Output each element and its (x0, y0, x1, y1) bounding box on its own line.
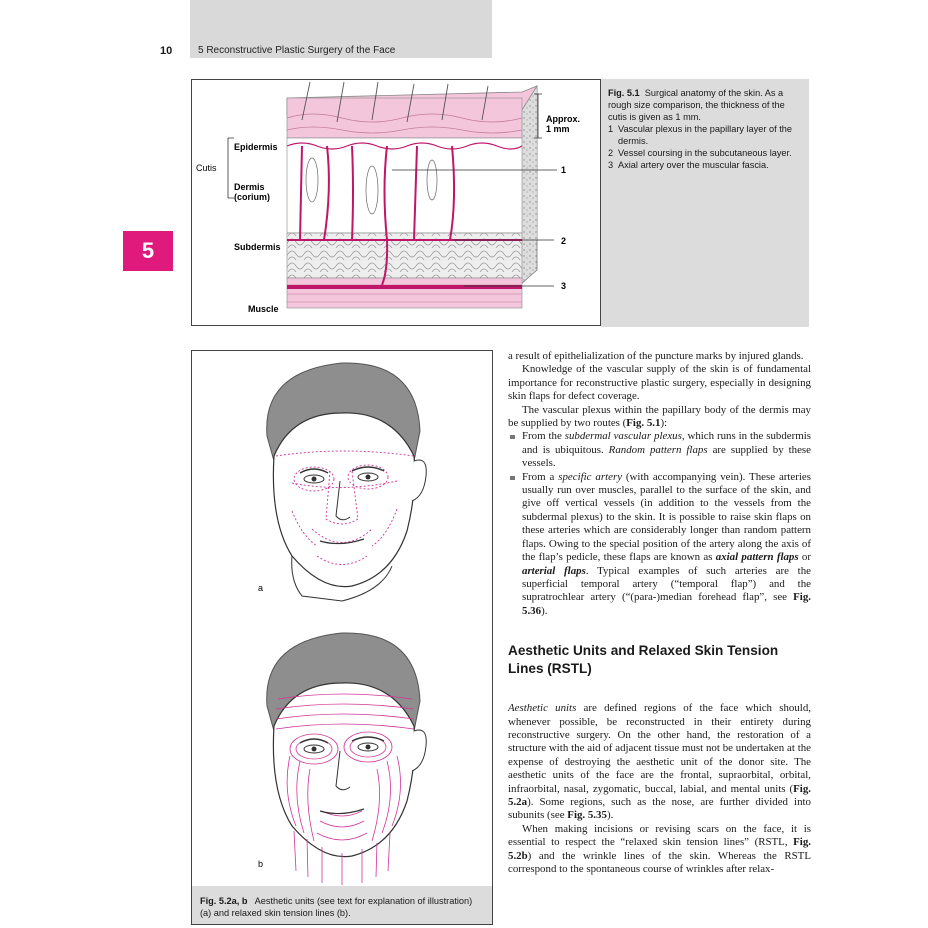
body-text-column (508, 350, 811, 876)
paragraph: Aesthetic units are defined regions of the face which should, whenever possible, be reconstructed in their entirety during reconstructive surgery. On the other hand, the restoration of a structure with the aid of adjacent tissue must not be undertaken at the expense of destroying the aesthetic unit of the donor site. The aesthetic units of the face are the frontal, supraorbital, orbital, infraorbital, nasal, zygomatic, buccal, labial, and mental units (Fig. 5.2a). Some regions, such as the nose, are further divided into subunits (see Fig. 5.35). (508, 702, 811, 822)
caption-item: 1 Vascular plexus in the papillary layer of the dermis. (608, 124, 792, 146)
caption-lead: Fig. 5.1 (608, 88, 640, 98)
running-head: 5 Reconstructive Plastic Surgery of the Face (198, 45, 396, 56)
face-illustrations (192, 351, 492, 886)
caption-lead: Fig. 5.2a, b (200, 896, 248, 906)
label-b: b (258, 859, 264, 869)
label-approx: Approx. (546, 114, 581, 124)
label-a: a (258, 583, 264, 593)
label-2: 2 (561, 236, 567, 246)
caption-text: Aesthetic units (see text for explanation of illustration) (a) and relaxed skin tension lines (b). (200, 896, 473, 918)
section-heading: Aesthetic Units and Relaxed Skin Tension Lines (RSTL) (508, 643, 779, 677)
face-a-illustration (267, 363, 427, 601)
figure-5-1-caption (601, 79, 809, 327)
paragraph: a result of epithelialization of the puncture marks by injured glands. (508, 350, 804, 362)
label-approx-mm: 1 mm (546, 124, 570, 134)
list-item: From a specific artery (with accompanying vein). These arteries usually run over muscles, parallel to the surface of the skin, and give off vertical vessels (in addition to the vessels from the subdermal plexus) to the skin. It is possible to raise skin flaps on these arteries which are considerably longer than random pattern flaps. Owing to the special position of the artery along the axis of the flap’s pedicle, these flaps are known as axial pattern flaps or arterial flaps. Typical examples of such arteries are the superficial temporal artery (“temporal flap”) and the supratrochlear artery (“(para-)median forehead flap”, see Fig. 5.36). (508, 471, 811, 618)
face-b-illustration (267, 633, 427, 885)
label-corium: (corium) (234, 192, 270, 202)
bullet-list (508, 430, 811, 618)
figure-ref[interactable]: Fig. 5.36 (522, 591, 811, 617)
label-subdermis: Subdermis (234, 242, 281, 252)
figure-ref[interactable]: Fig. 5.1 (626, 417, 661, 430)
caption-item: 3 Axial artery over the muscular fascia. (608, 160, 769, 170)
skin-anatomy-illustration (192, 80, 600, 325)
list-item: From the subdermal vascular plexus, which runs in the subdermis and is ubiquitous. Random pattern flaps are supplied by these vessels. (508, 430, 811, 470)
figure-ref[interactable]: Fig. 5.35 (567, 809, 607, 822)
caption-list (608, 123, 801, 171)
label-muscle: Muscle (248, 304, 279, 314)
label-epidermis: Epidermis (234, 142, 278, 152)
caption-item: 2 Vessel coursing in the subcutaneous layer. (608, 148, 792, 158)
figure-5-1 (191, 79, 601, 326)
figure-5-2-caption (192, 886, 492, 924)
figure-ref[interactable]: Fig. 5.2a (508, 782, 811, 808)
label-3: 3 (561, 281, 567, 291)
label-dermis: Dermis (234, 182, 265, 192)
chapter-tab[interactable]: 5 (123, 231, 173, 271)
figure-5-2 (191, 350, 493, 925)
label-1: 1 (561, 165, 567, 175)
figure-ref[interactable]: Fig. 5.2b (508, 836, 811, 862)
page-number: 10 (160, 45, 173, 57)
paragraph: Knowledge of the vascular supply of the skin is of fundamental importance for reconstructive plastic surgery, especially in designing skin flaps for defect coverage. (508, 363, 811, 403)
paragraph: The vascular plexus within the papillary body of the dermis may be supplied by two routes (Fig. 5.1): (508, 403, 811, 430)
label-cutis: Cutis (196, 163, 217, 173)
caption-text: Surgical anatomy of the skin. As a rough size comparison, the thickness of the cutis is given as 1 mm. (608, 88, 785, 122)
paragraph: When making incisions or revising scars on the face, it is essential to respect the “relaxed skin tension lines” (RSTL, Fig. 5.2b) and the wrinkle lines of the skin. Whereas the RSTL correspond to the spontaneous course of wrinkles after relax- (508, 822, 811, 875)
